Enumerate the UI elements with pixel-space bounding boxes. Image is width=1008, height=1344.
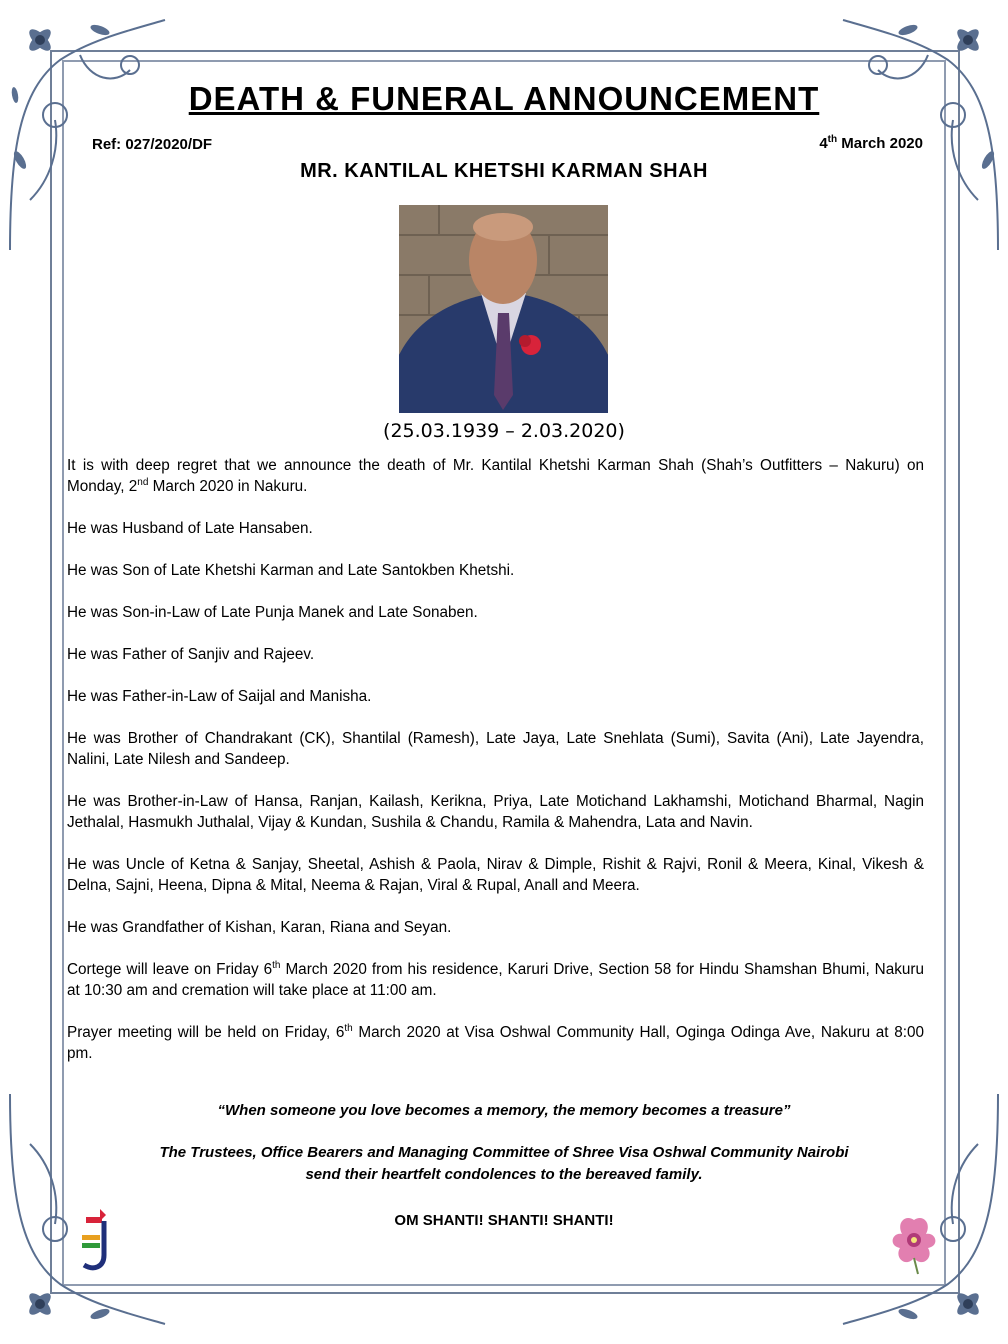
- deceased-name: MR. KANTILAL KHETSHI KARMAN SHAH: [300, 160, 708, 182]
- document-title: DEATH & FUNERAL ANNOUNCEMENT: [188, 80, 820, 117]
- paragraph-husband: He was Husband of Late Hansaben.: [67, 520, 313, 537]
- life-dates: (25.03.1939 – 2.03.2020): [383, 420, 625, 442]
- paragraph-uncle: He was Uncle of Ketna & Sanjay, Sheetal, Ashish & Paola, Nirav & Dimple, Rishit & Rajvi, Ronil & Meera, Kinal, Vikesh & Delna, Sajni, Heena, Dipna & Mital, Neema & Rajan, Viral & Rupal, Anall and Meera.: [67, 856, 924, 894]
- condolence-line-2: send their heartfelt condolences to the bereaved family.: [305, 1166, 703, 1183]
- condolence-message: [0, 1142, 1008, 1186]
- reference-number: Ref: 027/2020/DF: [92, 136, 213, 153]
- paragraph-brother-in-law: He was Brother-in-Law of Hansa, Ranjan, Kailash, Kerikna, Priya, Late Motichand Lakhamshi, Motichand Bharmal, Nagin Jethalal, Hasmukh Juthalal, Vijay & Kundan, Sushila & Chandu, Ramila & Mahendra, Lata and Navin.: [67, 793, 924, 831]
- orchid-flower-icon: [888, 1212, 940, 1276]
- om-shanti-text: OM SHANTI! SHANTI! SHANTI!: [394, 1212, 614, 1229]
- paragraph-father-in-law: He was Father-in-Law of Saijal and Manisha.: [67, 688, 372, 705]
- paragraph-prayer-meeting: Prayer meeting will be held on Friday, 6th March 2020 at Visa Oshwal Community Hall, Oginga Odinga Ave, Nakuru at 8:00 pm.: [67, 1022, 924, 1062]
- community-logo-icon: [78, 1205, 118, 1275]
- paragraph-father: He was Father of Sanjiv and Rajeev.: [67, 646, 315, 663]
- floral-corner-ornament-top-right: [838, 0, 1008, 260]
- announcement-date: 4th March 2020: [819, 134, 923, 152]
- memorial-quote: “When someone you love becomes a memory, the memory becomes a treasure”: [217, 1102, 791, 1119]
- paragraph-cortege: Cortege will leave on Friday 6th March 2020 from his residence, Karuri Drive, Section 58 for Hindu Shamshan Bhumi, Nakuru at 10:30 am and cremation will take place at 11:00 am.: [67, 959, 924, 999]
- announcement-body: [67, 455, 924, 1085]
- paragraph-son-in-law: He was Son-in-Law of Late Punja Manek and Late Sonaben.: [67, 604, 478, 621]
- floral-corner-ornament-top-left: [0, 0, 170, 260]
- paragraph-son: He was Son of Late Khetshi Karman and Late Santokben Khetshi.: [67, 562, 515, 579]
- condolence-line-1: The Trustees, Office Bearers and Managing Committee of Shree Visa Oshwal Community Nairobi: [159, 1144, 849, 1161]
- paragraph-death-notice: It is with deep regret that we announce the death of Mr. Kantilal Khetshi Karman Shah (Shah’s Outfitters – Nakuru) on Monday, 2nd March 2020 in Nakuru.: [67, 457, 924, 495]
- paragraph-brother: He was Brother of Chandrakant (CK), Shantilal (Ramesh), Late Jaya, Late Snehlata (Sumi), Savita (Ani), Late Jayendra, Nalini, Late Nilesh and Sandeep.: [67, 730, 924, 768]
- paragraph-grandfather: He was Grandfather of Kishan, Karan, Riana and Seyan.: [67, 919, 452, 936]
- portrait-photo: [399, 205, 608, 413]
